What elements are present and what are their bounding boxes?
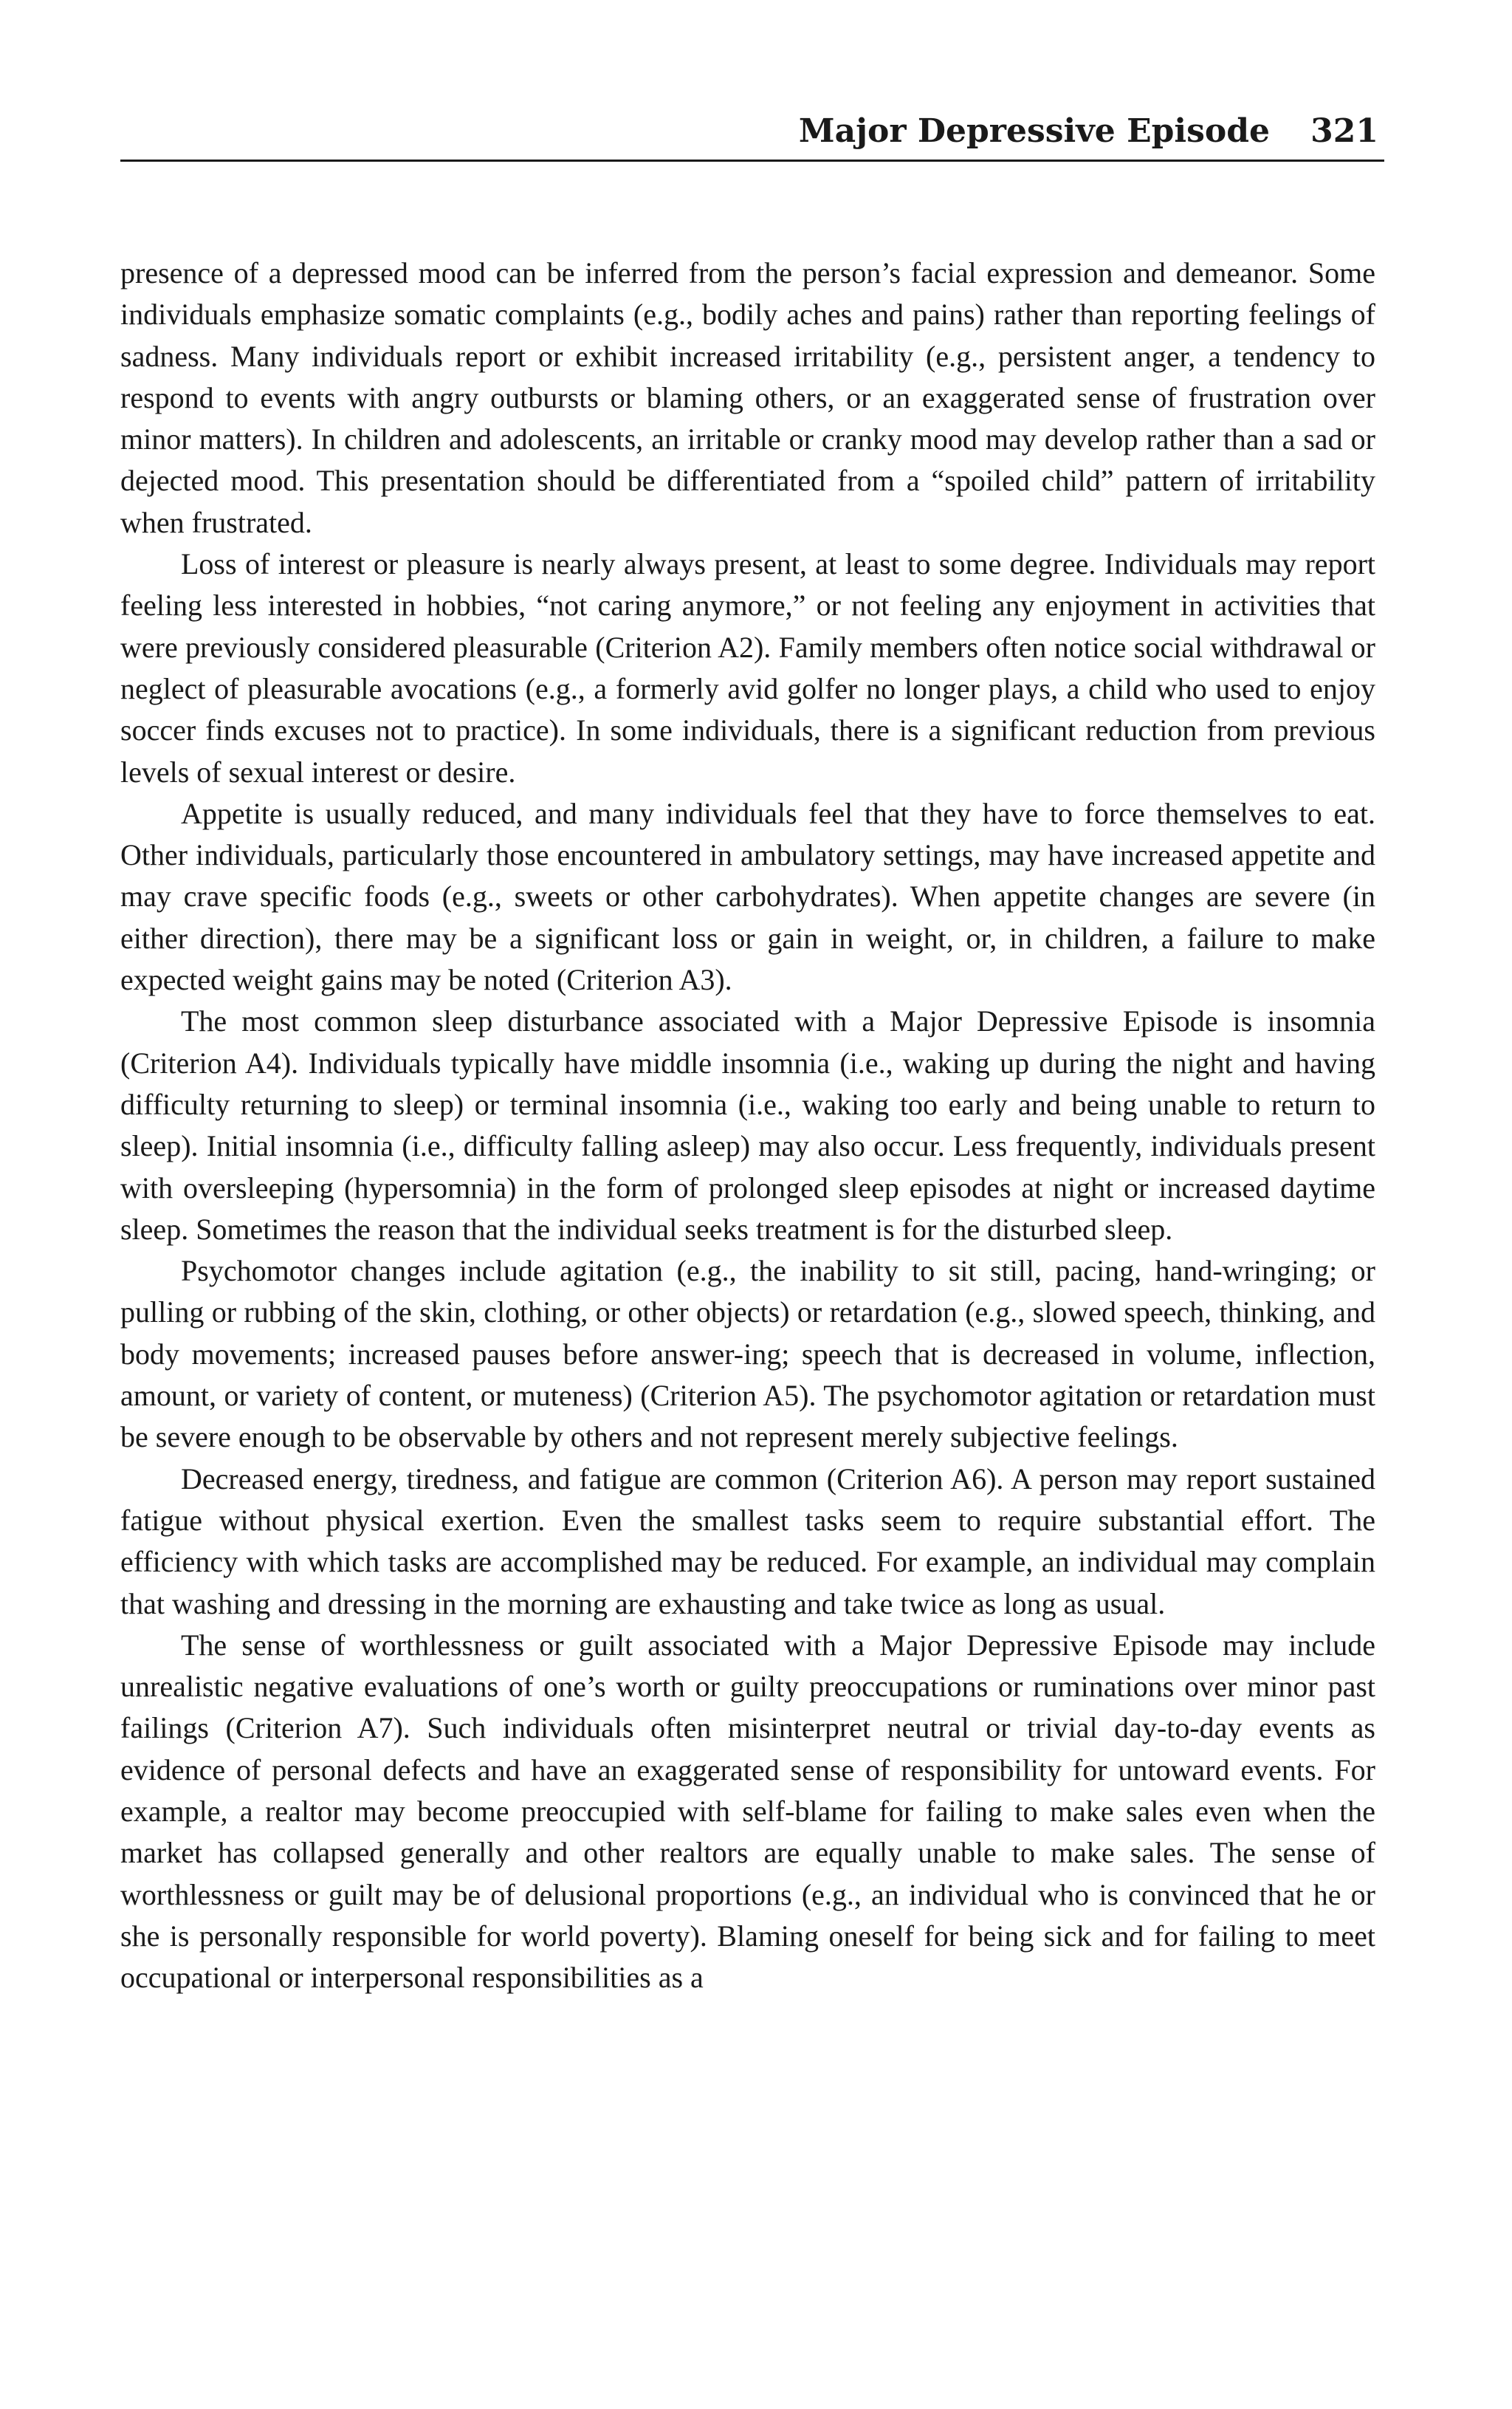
paragraph-continued: presence of a depressed mood can be inferred from the person’s facial expression and demeanor. Some individuals emphasize somatic complaints (e.g., bodily aches and pains) rather than reporting feelings of sadness. Many individuals report or exhibit increased irritability (e.g., persistent anger, a tendency to respond to events with angry outbursts or blaming others, or an exaggerated sense of frustration over minor matters). In children and adolescents, an irritable or cranky mood may develop rather than a sad or dejected mood. This presentation should be differentiated from a “spoiled child” pattern of irritability when frustrated. bbox=[120, 256, 1375, 539]
page-number: 321 bbox=[1310, 112, 1378, 150]
body-text bbox=[120, 253, 1375, 1998]
paragraph-sleep: The most common sleep disturbance associated with a Major Depressive Episode is insomnia (Criterion A4). Individuals typically have middle insomnia (i.e., waking up during the night and having difficulty returning to sleep) or terminal insomnia (i.e., waking too early and being unable to return to sleep). Initial insomnia (i.e., difficulty falling asleep) may also occur. Less frequently, individuals present with oversleeping (hypersomnia) in the form of prolonged sleep episodes at night or increased daytime sleep. Sometimes the reason that the individual seeks treatment is for the disturbed sleep. bbox=[120, 1004, 1375, 1246]
paragraph-worthlessness: The sense of worthlessness or guilt associated with a Major Depressive Episode may include unrealistic negative evaluations of one’s worth or guilty preoccupations or ruminations over minor past failings (Criterion A7). Such individuals often misinterpret neutral or trivial day-to-day events as evidence of personal defects and have an exaggerated sense of responsibility for untoward events. For example, a realtor may become preoccupied with self-blame for failing to make sales even when the market has collapsed generally and other realtors are equally unable to make sales. The sense of worthlessness or guilt may be of delusional proportions (e.g., an individual who is convinced that he or she is personally responsible for world poverty). Blaming oneself for being sick and for failing to meet occupational or interpersonal responsibilities as a bbox=[120, 1628, 1375, 1995]
paragraph-psychomotor: Psychomotor changes include agitation (e.g., the inability to sit still, pacing, hand-wringing; or pulling or rubbing of the skin, clothing, or other objects) or retardation (e.g., slowed speech, thinking, and body movements; increased pauses before answer-ing; speech that is decreased in volume, inflection, amount, or variety of content, or muteness) (Criterion A5). The psychomotor agitation or retardation must be severe enough to be observable by others and not represent merely subjective feelings. bbox=[120, 1254, 1375, 1454]
paragraph-fatigue: Decreased energy, tiredness, and fatigue are common (Criterion A6). A person may report sustained fatigue without physical exertion. Even the smallest tasks seem to require substantial effort. The efficiency with which tasks are accomplished may be reduced. For example, an individual may complain that washing and dressing in the morning are exhausting and take twice as long as usual. bbox=[120, 1461, 1375, 1620]
running-head bbox=[120, 103, 1384, 162]
running-head-title: Major Depressive Episode bbox=[798, 112, 1270, 150]
paragraph-appetite: Appetite is usually reduced, and many individuals feel that they have to force themselves to eat. Other individuals, particularly those encountered in ambulatory settings, may have increased appetite and may crave specific foods (e.g., sweets or other carbohydrates). When appetite changes are severe (in either direction), there may be a significant loss or gain in weight, or, in children, a failure to make expected weight gains may be noted (Criterion A3). bbox=[120, 796, 1375, 997]
header-rule bbox=[120, 160, 1384, 162]
paragraph-loss-of-interest: Loss of interest or pleasure is nearly always present, at least to some degree. Individuals may report feeling less interested in hobbies, “not caring anymore,” or not feeling any enjoyment in activities that were previously considered pleasurable (Criterion A2). Family members often notice social withdrawal or neglect of pleasurable avocations (e.g., a formerly avid golfer no longer plays, a child who used to enjoy soccer finds excuses not to practice). In some individuals, there is a significant reduction from previous levels of sexual interest or desire. bbox=[120, 547, 1375, 789]
